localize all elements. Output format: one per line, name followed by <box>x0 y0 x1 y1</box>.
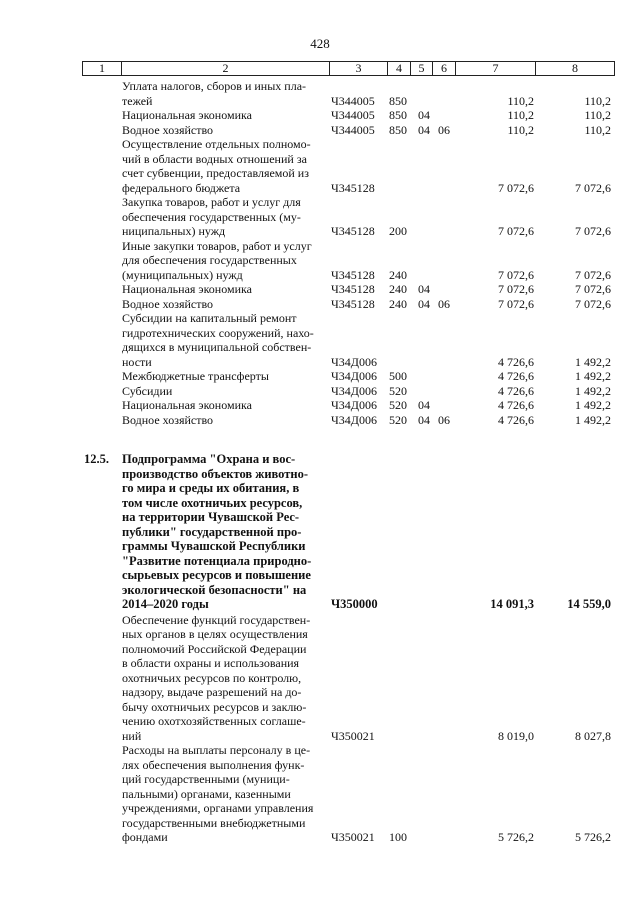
row-code: Ч34Д006 <box>331 369 377 383</box>
row-vr: 240 <box>389 267 407 282</box>
row-name-line: охотничьих ресурсов по контролю, <box>122 670 302 685</box>
row-name-line: ности <box>122 354 152 369</box>
row-name-line: бычу охотничьих ресурсов и заклю- <box>122 699 307 714</box>
row-value-col8: 1 492,2 <box>575 398 611 412</box>
row-value-col8: 110,2 <box>584 93 611 108</box>
row-value-col7: 7 072,6 <box>498 224 534 238</box>
row-value-col8: 7 072,6 <box>575 180 611 195</box>
row-name-line: ных органов в целях осуществления <box>122 627 308 641</box>
row-name-line: на территории Чувашской Рес- <box>122 510 300 524</box>
row-code: Ч34Д006 <box>331 383 377 398</box>
row-name-line: (муниципальных) нужд <box>122 267 243 282</box>
row-rz: 04 <box>418 108 430 122</box>
subprogram-number: 12.5. <box>84 452 109 466</box>
row-name-line: дящихся в муниципальной собствен- <box>122 340 312 354</box>
row-value-col8: 1 492,2 <box>575 412 611 427</box>
row-vr: 520 <box>389 398 407 412</box>
row-value-col7: 14 091,3 <box>490 597 534 611</box>
row-value-col7: 4 726,6 <box>498 369 534 383</box>
row-code: Ч345128 <box>331 224 375 238</box>
row-value-col8: 110,2 <box>584 122 611 137</box>
row-value-col8: 1 492,2 <box>575 383 611 398</box>
row-name-line: пальными) органами, казенными <box>122 786 291 801</box>
row-pr: 06 <box>438 296 450 311</box>
row-code: Ч345128 <box>331 267 375 282</box>
row-name-line: Национальная экономика <box>122 282 252 296</box>
row-code: Ч345128 <box>331 282 375 296</box>
row-value-col8: 7 072,6 <box>575 296 611 311</box>
row-value-col8: 110,2 <box>584 108 611 122</box>
row-name-line: Подпрограмма "Охрана и вос- <box>122 452 296 466</box>
row-vr: 500 <box>389 369 407 383</box>
row-value-col8: 7 072,6 <box>575 224 611 238</box>
row-value-col7: 7 072,6 <box>498 282 534 296</box>
row-name-line: граммы Чувашской Республики <box>122 539 306 553</box>
row-value-col7: 110,2 <box>507 122 534 137</box>
header-col-6: 6 <box>432 62 455 75</box>
row-name-line: чению охотхозяйственных соглаше- <box>122 714 306 728</box>
row-name-line: чий в области водных отношений за <box>122 151 307 166</box>
row-value-col7: 7 072,6 <box>498 180 534 195</box>
row-code: Ч350021 <box>331 728 375 743</box>
row-code: Ч34Д006 <box>331 398 377 412</box>
row-vr: 200 <box>389 224 407 238</box>
row-name-line: производство объектов животно- <box>122 466 309 481</box>
table-header <box>82 61 615 76</box>
row-pr: 06 <box>438 412 450 427</box>
row-name-line: тежей <box>122 93 153 108</box>
row-value-col7: 110,2 <box>507 93 534 108</box>
row-name-line: фондами <box>122 830 168 844</box>
row-name-line: Уплата налогов, сборов и иных пла- <box>122 79 307 93</box>
row-name-line: Национальная экономика <box>122 398 252 412</box>
row-code: Ч34Д006 <box>331 412 377 427</box>
header-col-7: 7 <box>455 62 535 75</box>
row-value-col7: 4 726,6 <box>498 354 534 369</box>
row-name-line: го мира и среды их обитания, в <box>122 481 300 495</box>
row-value-col8: 7 072,6 <box>575 267 611 282</box>
row-name-line: ций государственными (муници- <box>122 772 290 786</box>
row-rz: 04 <box>418 282 430 296</box>
row-name-line: 2014–2020 годы <box>122 597 209 611</box>
page-number: 428 <box>310 36 330 51</box>
row-name-line: в области охраны и использования <box>122 656 300 670</box>
row-name-line: федерального бюджета <box>122 180 241 195</box>
row-value-col8: 1 492,2 <box>575 369 611 383</box>
row-vr: 520 <box>389 383 407 398</box>
row-name-line: обеспечения государственных (му- <box>122 209 301 224</box>
row-code: Ч350000 <box>331 597 378 611</box>
row-code: Ч344005 <box>331 122 375 137</box>
row-name-line: лях обеспечения выполнения функ- <box>122 757 305 772</box>
header-col-4: 4 <box>387 62 410 75</box>
row-value-col7: 4 726,6 <box>498 398 534 412</box>
row-vr: 520 <box>389 412 407 427</box>
row-rz: 04 <box>418 122 430 137</box>
row-name-line: ниципальных) нужд <box>122 224 226 238</box>
row-name-line: Водное хозяйство <box>122 412 214 427</box>
row-name-line: надзору, выдаче разрешений на до- <box>122 685 302 699</box>
row-value-col7: 110,2 <box>507 108 534 122</box>
header-col-5: 5 <box>410 62 432 75</box>
header-col-3: 3 <box>329 62 387 75</box>
row-name-line: ний <box>122 728 142 743</box>
row-vr: 240 <box>389 282 407 296</box>
row-name-line: для обеспечения государственных <box>122 253 297 267</box>
row-value-col7: 4 726,6 <box>498 383 534 398</box>
row-name-line: публики" государственной про- <box>122 524 302 539</box>
row-name-line: Межбюджетные трансферты <box>122 369 269 383</box>
row-code: Ч345128 <box>331 296 375 311</box>
row-code: Ч344005 <box>331 108 375 122</box>
row-name-line: Субсидии <box>122 383 173 398</box>
row-value-col8: 8 027,8 <box>575 728 611 743</box>
row-name-line: счет субвенции, предоставляемой из <box>122 166 309 180</box>
row-name-line: Водное хозяйство <box>122 296 214 311</box>
row-name-line: сырьевых ресурсов и повышение <box>122 568 311 582</box>
header-col-1: 1 <box>99 61 105 75</box>
row-name-line: экологической безопасности" на <box>122 582 307 597</box>
row-name-line: Закупка товаров, работ и услуг для <box>122 195 301 209</box>
row-value-col7: 4 726,6 <box>498 412 534 427</box>
row-name-line: гидротехнических сооружений, нахо- <box>122 325 314 340</box>
row-rz: 04 <box>418 412 430 427</box>
header-col-2: 2 <box>121 62 329 75</box>
row-value-col7: 8 019,0 <box>498 728 534 743</box>
row-code: Ч344005 <box>331 93 375 108</box>
row-name-line: "Развитие потенциала природно- <box>122 553 312 568</box>
row-name-line: учреждениями, органами управления <box>122 801 314 815</box>
row-vr: 240 <box>389 296 407 311</box>
row-vr: 850 <box>389 93 407 108</box>
row-name-line: Иные закупки товаров, работ и услуг <box>122 238 312 253</box>
row-value-col7: 7 072,6 <box>498 267 534 282</box>
row-name-line: Обеспечение функций государствен- <box>122 612 311 627</box>
row-name-line: Водное хозяйство <box>122 122 214 137</box>
row-pr: 06 <box>438 122 450 137</box>
row-name-line: государственными внебюджетными <box>122 815 306 830</box>
row-value-col7: 7 072,6 <box>498 296 534 311</box>
row-value-col8: 14 559,0 <box>567 597 611 611</box>
row-value-col7: 5 726,2 <box>498 830 534 844</box>
row-code: Ч345128 <box>331 180 375 195</box>
row-vr: 850 <box>389 122 407 137</box>
row-vr: 850 <box>389 108 407 122</box>
row-code: Ч350021 <box>331 830 375 844</box>
row-value-col8: 7 072,6 <box>575 282 611 296</box>
row-name-line: Расходы на выплаты персоналу в це- <box>122 743 311 757</box>
row-value-col8: 1 492,2 <box>575 354 611 369</box>
header-col-8: 8 <box>535 62 614 75</box>
row-name-line: Национальная экономика <box>122 108 252 122</box>
row-name-line: полномочий Российской Федерации <box>122 641 307 656</box>
row-rz: 04 <box>418 296 430 311</box>
row-name-line: Осуществление отдельных полномо- <box>122 137 311 151</box>
row-value-col8: 5 726,2 <box>575 830 611 844</box>
row-vr: 100 <box>389 830 407 844</box>
row-name-line: том числе охотничьих ресурсов, <box>122 495 303 510</box>
row-code: Ч34Д006 <box>331 354 377 369</box>
row-rz: 04 <box>418 398 430 412</box>
row-name-line: Субсидии на капитальный ремонт <box>122 311 297 325</box>
